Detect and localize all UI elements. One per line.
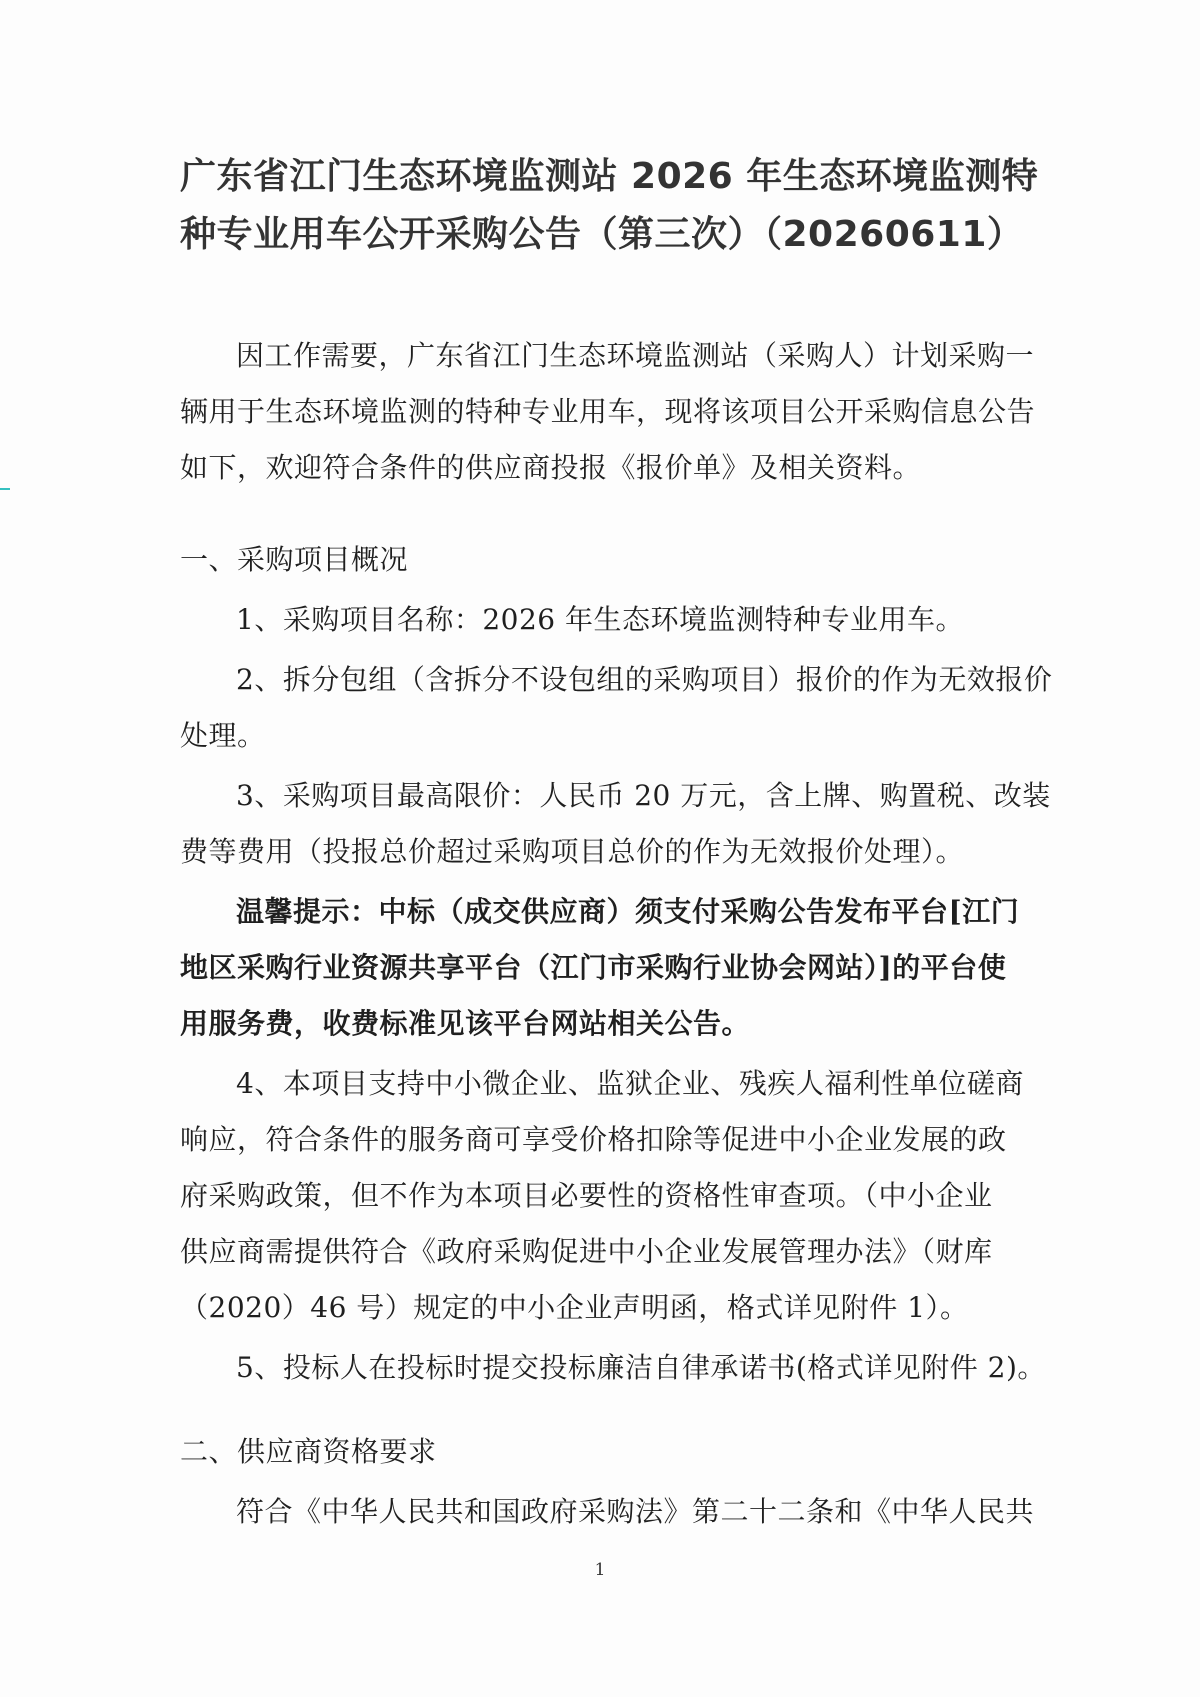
item-4-line: 府采购政策，但不作为本项目必要性的资格性审查项。（中小企业 bbox=[180, 1179, 993, 1212]
section-1-heading: 一、采购项目概况 bbox=[180, 543, 409, 576]
intro-line: 因工作需要，广东省江门生态环境监测站（采购人）计划采购一 bbox=[236, 339, 1035, 372]
document-title bbox=[180, 148, 1039, 264]
item-2-line: 处理。 bbox=[180, 719, 266, 752]
intro-line: 辆用于生态环境监测的特种专业用车，现将该项目公开采购信息公告 bbox=[180, 395, 1036, 428]
item-2 bbox=[180, 652, 1053, 764]
document-body bbox=[180, 328, 1053, 1540]
item-5 bbox=[180, 1340, 1046, 1396]
item-3 bbox=[180, 768, 1051, 880]
page-number: 1 bbox=[594, 1560, 606, 1580]
item-1 bbox=[180, 592, 1020, 648]
item-4-line: （2020）46 号）规定的中小企业声明函，格式详见附件 1）。 bbox=[180, 1291, 969, 1324]
title-line-2: 种专业用车公开采购公告（第三次）（20260611） bbox=[180, 214, 1024, 255]
item-1-line: 1、采购项目名称：2026 年生态环境监测特种专业用车。 bbox=[236, 603, 964, 636]
section-2-paragraph bbox=[180, 1484, 1035, 1540]
intro-paragraph bbox=[180, 328, 1036, 496]
notice-paragraph bbox=[180, 884, 1020, 1052]
item-4 bbox=[180, 1056, 1024, 1336]
title-line-1: 广东省江门生态环境监测站 2026 年生态环境监测特 bbox=[180, 156, 1039, 197]
item-4-line: 4、本项目支持中小微企业、监狱企业、残疾人福利性单位磋商 bbox=[236, 1067, 1024, 1100]
item-2-line: 2、拆分包组（含拆分不设包组的采购项目）报价的作为无效报价 bbox=[236, 663, 1053, 696]
scan-edge-mark bbox=[0, 488, 10, 490]
item-4-line: 供应商需提供符合《政府采购促进中小企业发展管理办法》（财库 bbox=[180, 1235, 993, 1268]
section-2-heading: 二、供应商资格要求 bbox=[180, 1435, 437, 1468]
notice-line: 用服务费，收费标准见该平台网站相关公告。 bbox=[180, 1007, 751, 1040]
notice-line: 地区采购行业资源共享平台（江门市采购行业协会网站）]的平台使 bbox=[180, 951, 1007, 984]
item-4-line: 响应，符合条件的服务商可享受价格扣除等促进中小企业发展的政 bbox=[180, 1123, 1007, 1156]
item-5-line: 5、投标人在投标时提交投标廉洁自律承诺书(格式详见附件 2)。 bbox=[236, 1351, 1046, 1384]
item-3-line: 费等费用（投报总价超过采购项目总价的作为无效报价处理）。 bbox=[180, 835, 965, 868]
section-2-line: 符合《中华人民共和国政府采购法》第二十二条和《中华人民共 bbox=[236, 1495, 1035, 1528]
notice-line: 温馨提示：中标（成交供应商）须支付采购公告发布平台[江门 bbox=[236, 895, 1020, 928]
intro-line: 如下，欢迎符合条件的供应商投报《报价单》及相关资料。 bbox=[180, 451, 922, 484]
item-3-line: 3、采购项目最高限价：人民币 20 万元，含上牌、购置税、改装 bbox=[236, 779, 1051, 812]
